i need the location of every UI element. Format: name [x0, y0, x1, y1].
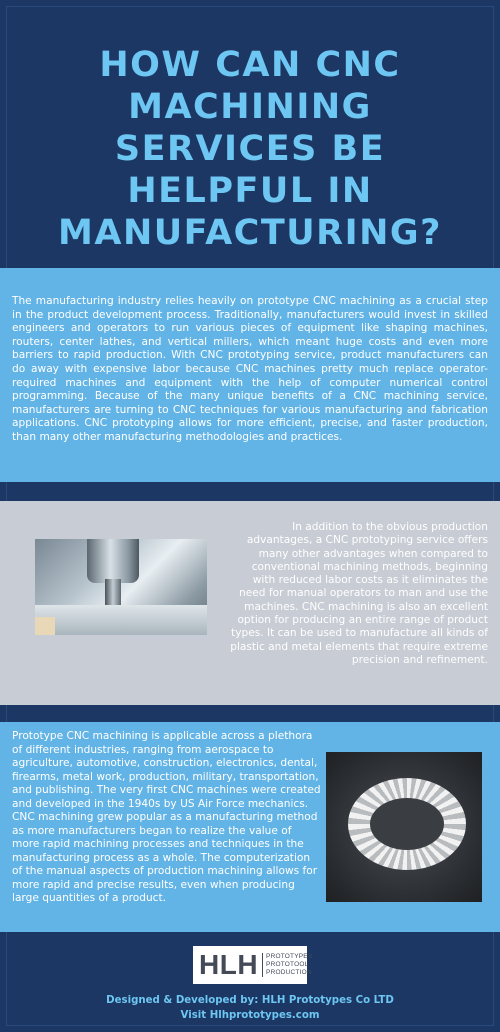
workpiece-shape — [35, 605, 207, 635]
intro-text: The manufacturing industry relies heavily on prototype CNC machining as a crucial step in the product development process. Traditionally, manufacturers would invest in skilled engineers and operators to run various pieces of equipment like shaping machines, routers, center lathes, and vertical millers, which meant huge costs and even more barriers to rapid production. With CNC prototyping service, product manufacturers can do away with expensive labor because CNC machines pretty much replace operator-required machines and equipment with the help of computer numerical control programming. Because of the many unique benefits of a CNC machining service, manufacturers are turning to CNC techniques for various manufacturing and fabrication applications. CNC prototyping allows for more efficient, precise, and faster production, than many other manufacturing methodologies and practices. — [12, 295, 488, 443]
workpiece-edge-shape — [35, 617, 55, 635]
spindle-shape — [87, 539, 139, 583]
footer-website: Visit Hlhprototypes.com — [180, 1010, 320, 1021]
applications-section — [0, 722, 500, 932]
page-title: HOW CAN CNC MACHINING SERVICES BE HELPFUL IN MANUFACTURING? — [58, 45, 442, 253]
logo-mark: HLH — [199, 949, 259, 980]
logo-line-2: PROTOTOOL — [266, 961, 309, 968]
advantages-text: In addition to the obvious production advantages, a CNC prototyping service offers many other advantages when compared to conventional machining methods, beginning with reduced labor costs as it eliminates the need for manual operators to man and use the machines. CNC machining is also an excellent option for producing an entire range of product types. It can be used to manufacture all kinds of plastic and metal elements that require extreme precision and refinement. — [230, 521, 488, 666]
machined-gear-photo — [326, 752, 482, 902]
applications-text: Prototype CNC machining is applicable across a plethora of different industries, ranging from aerospace to agriculture, automotive, construction, electronics, dental, firearms, metal work, production, military, transportation, and publishing. The very first CNC machines were created and developed in the 1940s by US Air Force mechanics. CNC machining grew popular as a manufacturing method as more manufacturers began to realize the value of more rapid machining processes and techniques in the manufacturing process as a whole. The computerization of the manual aspects of production machining allows for more rapid and precise results, even when producing large quantities of a product. — [12, 730, 321, 904]
intro-section — [0, 268, 500, 482]
logo-line-3: PRODUCTION — [266, 969, 312, 976]
title-area — [0, 44, 500, 253]
footer — [0, 993, 500, 1023]
logo-tagline — [262, 953, 312, 977]
cnc-milling-photo — [35, 539, 207, 635]
logo-line-1: PROTOTYPES — [266, 953, 313, 960]
footer-credit: Designed & Developed by: HLH Prototypes Co LTD — [106, 995, 394, 1006]
hlh-logo — [193, 946, 313, 984]
advantages-section — [0, 501, 500, 705]
gear-hole-shape — [370, 798, 444, 850]
